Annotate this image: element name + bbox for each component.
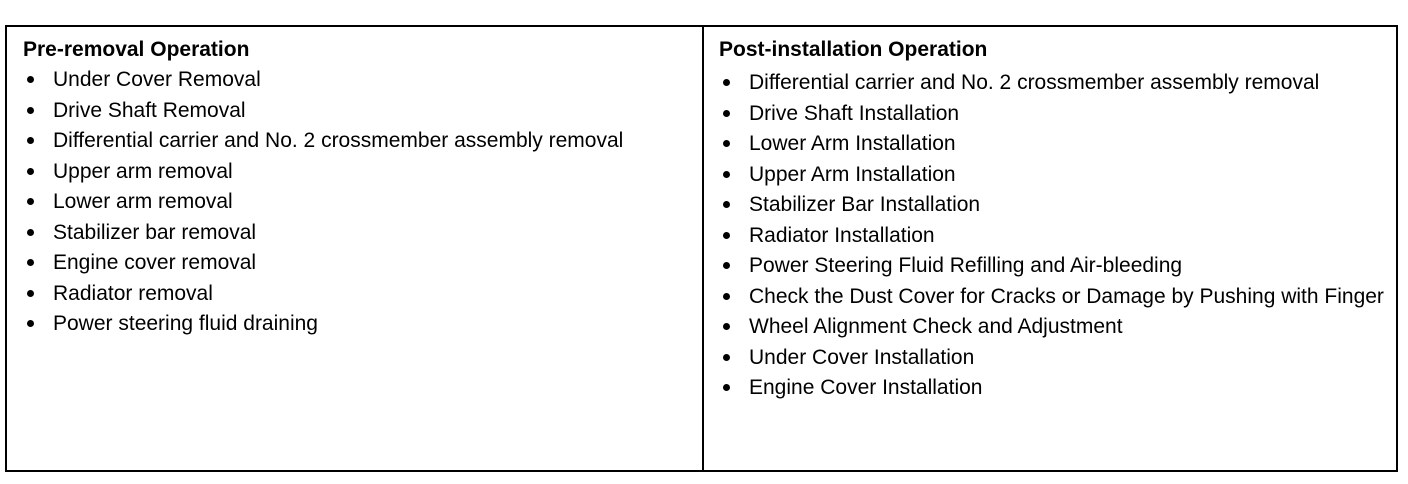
list-item [719, 191, 1386, 218]
post-installation-column [704, 27, 1396, 470]
list-item-text: Radiator Installation [749, 223, 935, 247]
pre-removal-list [23, 66, 692, 337]
list-item [719, 374, 1386, 401]
bullet-icon [723, 354, 730, 361]
list-item [719, 222, 1386, 249]
bullet-icon [723, 293, 730, 300]
list-item-text: Differential carrier and No. 2 crossmember assembly removal [53, 129, 624, 152]
list-item [23, 66, 692, 93]
bullet-icon [27, 198, 34, 205]
list-item-text: Engine Cover Installation [749, 376, 983, 399]
bullet-icon [27, 320, 34, 327]
list-item-text: Power Steering Fluid Refilling and Air-bleeding [749, 254, 1183, 277]
list-item-text: Lower Arm Installation [749, 132, 956, 155]
pre-removal-column [7, 27, 704, 470]
list-item-text: Stabilizer bar removal [53, 220, 257, 244]
operations-table [5, 25, 1398, 472]
list-item-text: Under Cover Removal [53, 68, 261, 91]
list-item-text: Differential carrier and No. 2 crossmember assembly removal [749, 71, 1320, 94]
list-item [23, 188, 692, 215]
post-installation-title: Post-installation Operation [719, 38, 988, 61]
list-item-text: Upper Arm Installation [749, 162, 956, 186]
list-item-text: Wheel Alignment Check and Adjustment [749, 315, 1123, 338]
bullet-icon [27, 76, 34, 83]
list-item-text: Stabilizer Bar Installation [749, 193, 981, 216]
list-item [23, 310, 692, 337]
list-item-text: Power steering fluid draining [53, 312, 318, 335]
list-item [23, 97, 692, 124]
list-item [719, 100, 1386, 127]
bullet-icon [723, 201, 730, 208]
bullet-icon [723, 262, 730, 269]
list-item-text: Check the Dust Cover for Cracks or Damage by Pushing with Finger [749, 284, 1384, 308]
bullet-icon [27, 168, 34, 175]
list-item [719, 313, 1386, 340]
bullet-icon [27, 290, 34, 297]
bullet-icon [723, 232, 730, 239]
bullet-icon [723, 140, 730, 147]
bullet-icon [723, 171, 730, 178]
list-item-text: Drive Shaft Removal [53, 98, 246, 122]
list-item-text: Under Cover Installation [749, 345, 975, 369]
bullet-icon [27, 137, 34, 144]
list-item [23, 280, 692, 307]
list-item [23, 127, 692, 154]
list-item [23, 249, 692, 276]
bullet-icon [27, 107, 34, 114]
list-item [23, 219, 692, 246]
list-item [719, 161, 1386, 188]
bullet-icon [723, 79, 730, 86]
bullet-icon [723, 110, 730, 117]
list-item [719, 130, 1386, 157]
bullet-icon [27, 259, 34, 266]
bullet-icon [27, 229, 34, 236]
pre-removal-title: Pre-removal Operation [23, 38, 250, 61]
post-installation-list [719, 69, 1386, 401]
list-item-text: Lower arm removal [53, 190, 233, 213]
list-item [23, 158, 692, 185]
list-item [719, 252, 1386, 279]
list-item [719, 69, 1386, 96]
list-item-text: Drive Shaft Installation [749, 101, 960, 125]
bullet-icon [723, 384, 730, 391]
list-item [719, 283, 1386, 310]
list-item [719, 344, 1386, 371]
list-item-text: Upper arm removal [53, 159, 233, 183]
bullet-icon [723, 323, 730, 330]
list-item-text: Radiator removal [53, 281, 213, 305]
list-item-text: Engine cover removal [53, 251, 257, 274]
